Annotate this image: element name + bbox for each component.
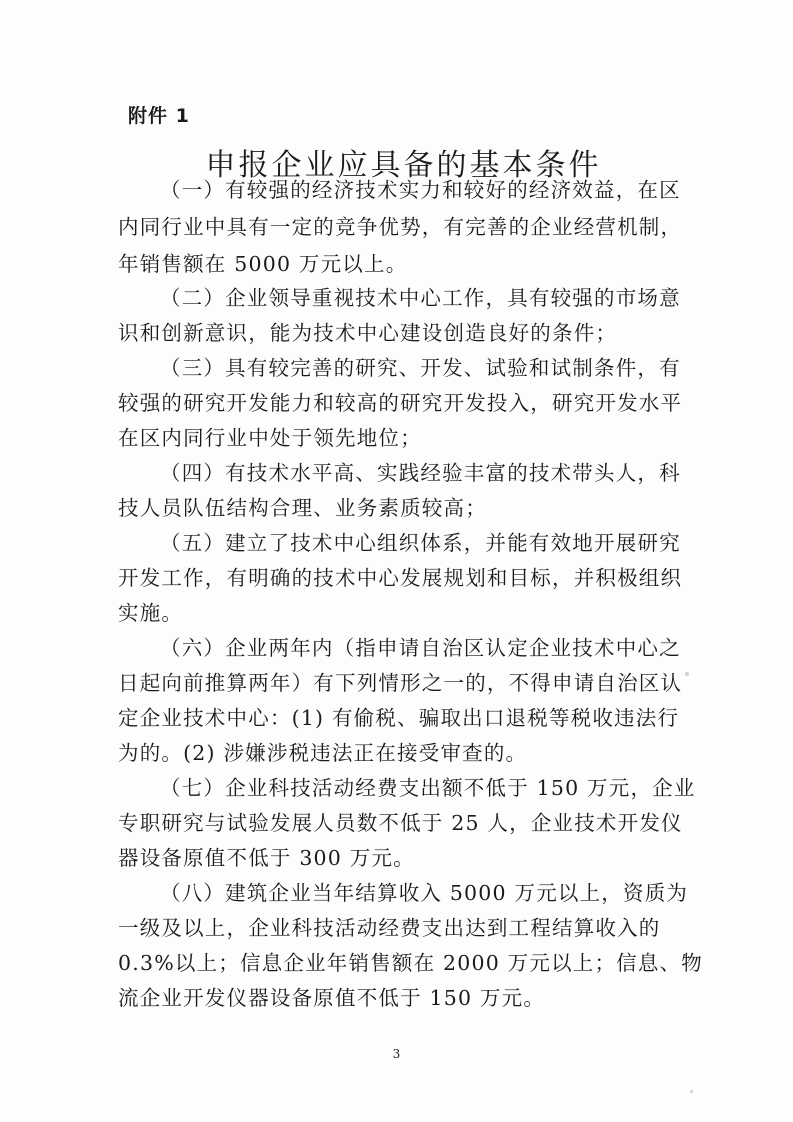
paragraph-line: 一级及以上，企业科技活动经费支出达到工程结算收入的 xyxy=(118,916,661,940)
paragraph-line: （四）有技术水平高、实践经验丰富的技术带头人，科 xyxy=(160,461,681,485)
paragraph-line: 器设备原值不低于 300 万元。 xyxy=(118,846,415,870)
paragraph-line: 流企业开发仪器设备原值不低于 150 万元。 xyxy=(118,986,546,1010)
scan-speck xyxy=(690,1090,693,1093)
paragraph-line: 较强的研究开发能力和较高的研究开发投入，研究开发水平 xyxy=(118,391,683,415)
paragraph-line: 开发工作，有明确的技术中心发展规划和目标，并积极组织 xyxy=(118,566,683,590)
paragraph-line: 技人员队伍结构合理、业务素质较高； xyxy=(118,496,487,520)
paragraph-line: 0.3%以上；信息企业年销售额在 2000 万元以上；信息、物 xyxy=(118,951,703,975)
paragraph-line: 内同行业中具有一定的竞争优势，有完善的企业经营机制， xyxy=(118,215,683,239)
paragraph-line: 年销售额在 5000 万元以上。 xyxy=(118,252,408,276)
paragraph-line: （七）企业科技活动经费支出额不低于 150 万元，企业 xyxy=(160,776,696,800)
paragraph-line: 识和创新意识，能为技术中心建设创造良好的条件； xyxy=(118,321,618,345)
paragraph-line: 实施。 xyxy=(118,601,184,625)
scan-speck xyxy=(685,672,689,676)
paragraph-line: 在区内同行业中处于领先地位； xyxy=(118,426,422,450)
paragraph-line: （六）企业两年内（指申请自治区认定企业技术中心之 xyxy=(160,636,681,660)
paragraph-line: （二）企业领导重视技术中心工作，具有较强的市场意 xyxy=(160,286,681,310)
paragraph-line: （一）有较强的经济技术实力和较好的经济效益，在区 xyxy=(160,178,681,202)
attachment-label: 附件 1 xyxy=(128,105,190,127)
paragraph-line: 定企业技术中心：(1) 有偷税、骗取出口退税等税收违法行 xyxy=(118,706,680,730)
paragraph-line: 为的。(2) 涉嫌涉税违法正在接受审查的。 xyxy=(118,741,528,765)
page-number: 3 xyxy=(392,1047,401,1061)
paragraph-line: 专职研究与试验发展人员数不低于 25 人，企业技术开发仪 xyxy=(118,811,683,835)
paragraph-line: 日起向前推算两年）有下列情形之一的，不得申请自治区认 xyxy=(118,671,683,695)
paragraph-line: （八）建筑企业当年结算收入 5000 万元以上，资质为 xyxy=(160,881,689,905)
paragraph-line: （三）具有较完善的研究、开发、试验和试制条件，有 xyxy=(160,356,681,380)
paragraph-line: （五）建立了技术中心组织体系，并能有效地开展研究 xyxy=(160,531,681,555)
document-title: 申报企业应具备的基本条件 xyxy=(205,148,602,183)
